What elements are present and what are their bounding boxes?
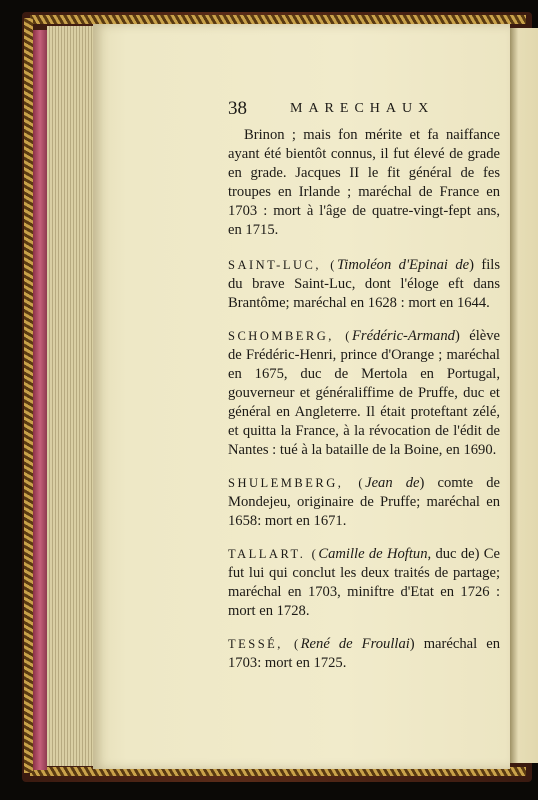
entry-given-name: René de Froullai xyxy=(300,636,410,652)
entry-given-name: Camille de Hoftun xyxy=(318,546,428,562)
running-title: MARECHAUX xyxy=(290,101,435,116)
page-edges xyxy=(47,26,95,766)
entry-saint-luc xyxy=(228,256,500,313)
entry-tesse xyxy=(228,635,500,673)
entry-name: TALLART. ( xyxy=(228,547,319,561)
continued-entry xyxy=(228,126,500,240)
gilt-border-top xyxy=(30,15,526,24)
entry-name: SCHOMBERG, ( xyxy=(228,329,352,343)
entry-name: TESSÉ, ( xyxy=(228,637,301,651)
entry-given-name: Frédéric-Armand xyxy=(351,328,455,344)
entry-shulemberg xyxy=(228,474,500,531)
entry-name: SHULEMBERG, ( xyxy=(228,476,366,490)
entry-name: SAINT-LUC, ( xyxy=(228,258,337,272)
entry-tallart xyxy=(228,545,500,621)
page-body xyxy=(228,126,500,687)
gilt-border-left xyxy=(24,18,33,773)
red-page-edge xyxy=(33,30,47,770)
entry-text: ) maréchal en 1703: mort en 1725. xyxy=(228,636,501,671)
entry-text: ) élève de Frédéric-Henri, prince d'Orange ; maréchal en 1675, duc de Mertola en Portugal, gouverneur et généraliffime de Pruffe, duc et général en Angleterre. Il était proteftant zélé, et quitta la France, à la révocation de l'édit de Nantes : tué à la bataille de la Boine, en 1690. xyxy=(228,328,500,458)
facing-page-edge xyxy=(510,28,538,763)
entry-text: ) fils du brave Saint-Luc, dont l'éloge eft dans Brantôme; maréchal en 1628 : mort en 1644. xyxy=(228,257,500,311)
entry-text: , duc de) Ce fut lui qui conclut les deux traités de partage; maréchal en 1703, miniftre d'Etat en 1726 : mort en 1728. xyxy=(228,546,501,619)
entry-schomberg xyxy=(228,327,500,460)
entry-text: Brinon ; mais fon mérite et fa naiffance ayant été bientôt connus, il fut élevé de grade en grade. Jacques II le fit général de fes troupes en Irlande ; maréchal de France en 1703 : mort à l'âge de quatre-vingt-fept ans, en 1715. xyxy=(228,127,500,238)
running-header xyxy=(228,98,508,122)
entry-text: ) comte de Mondejeu, originaire de Pruffe; maréchal en 1658: mort en 1671. xyxy=(228,475,500,529)
page-number: 38 xyxy=(228,98,247,119)
entry-given-name: Jean de xyxy=(365,475,420,491)
entry-given-name: Timoléon d'Epinai de xyxy=(336,257,470,273)
